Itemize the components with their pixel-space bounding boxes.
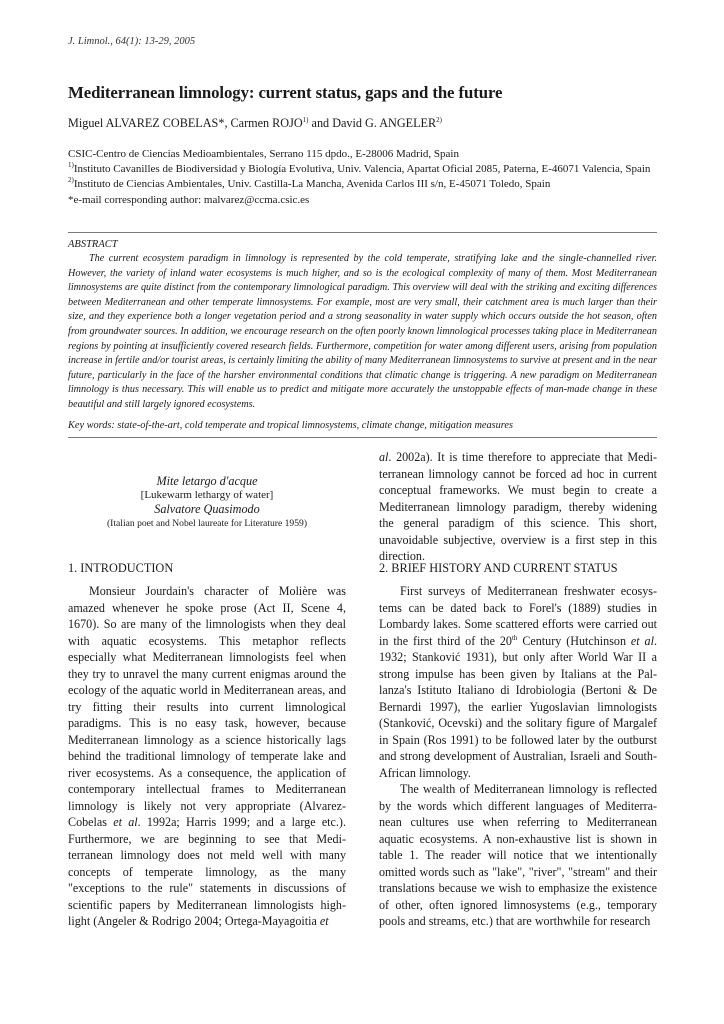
affiliation-marker: 2) xyxy=(68,176,74,185)
bottom-divider xyxy=(68,437,657,438)
text-run: Century (Hutchinson xyxy=(517,633,631,648)
history-paragraph xyxy=(379,583,657,781)
affiliation-marker: 1) xyxy=(302,116,309,124)
affiliations xyxy=(68,147,688,208)
epigraph-author: Salvatore Quasimodo xyxy=(154,502,260,516)
text-run-italic: et xyxy=(319,914,329,928)
author-name: Carmen ROJO xyxy=(230,116,303,130)
text-run: Monsieur Jourdain's character of Molière was amazed whenever he spoke prose (Act II, Scene 4, 1670). So are many of the limnologists when they deal with aquatic ecosystems. This metaphor reflects especially what Mediterranean limnologists feel when they try to unravel the many current enigmas around the ecology of the aquatic world in Mediterranean areas, and try fitting their results into current limnological paradigms. This is no easy task, however, because Mediterranean limnology as a science historically lags behind the traditional limnology of temperate lake and river ecosystems. As a consequence, the application of contemporary intellectual frames to Mediterranean limnology is likely not very appropriate (Alvarez-Cobelas xyxy=(68,584,346,829)
text-run-italic: et al xyxy=(113,815,138,829)
keywords: Key words: state-of-the-art, cold temperate and tropical limnosystems, climate change, mitigation measures xyxy=(68,420,513,431)
epigraph xyxy=(68,474,346,530)
section-heading-history: 2. BRIEF HISTORY AND CURRENT STATUS xyxy=(379,561,618,575)
superscript: th xyxy=(511,633,518,642)
article-title: Mediterranean limnology: current status, gaps and the future xyxy=(68,83,503,102)
abstract-text: The current ecosystem paradigm in limnology is represented by the cold temperate, stratifying lake and the single-channelled river. However, the variety of inland water ecosystems is much higher, and so is the ecological complexity of many of them. Most Mediterranean limnosystems are quite distinct from the contemporary limnological paradigm. This overview will deal with the striking and exciting differences between Mediterranean and other temperate limnosystems. For example, most are very small, their catchment area is much larger than their size, and they experience both a longer vegetation period and a strong seasonality in water supply which occurs outside the hot season, often from groundwater sources. In addition, we encourage research on the often poorly known limnological processes taking place in Mediterranean regions by pointing at insufficiently covered research fields. Furthermore, competition for water among different users, arising from population increase in fertile and/or tourist areas, is certainly limiting the ability of many Mediterranean limnosystems to survive at present and in the near future, particularly in the face of the harsher environmental conditions that climatic change is triggering. A new paradigm on Mediterranean limnology is thus necessary. This will enable us to predict and mitigate more accurately the unstoppable effects of man-made change in these beautiful and still largely ignored ecosystems. xyxy=(68,253,657,410)
column-right xyxy=(379,449,657,565)
separator: and xyxy=(308,116,333,130)
author-name: Miguel ALVAREZ COBELAS* xyxy=(68,116,225,130)
text-run: . 1992a; Harris 1999; and a large etc.). Furthermore, we are beginning to see that Medi-terranean limnology does not meld well with many concepts of temperate limnology, as the many "exceptions to the rule" statements in discussions of scientific papers by Mediterranean limnologists high-light (Angeler & Rodrigo 2004; Ortega-Mayagoitia xyxy=(68,815,346,928)
epigraph-quote: Mite letargo d'acque xyxy=(156,474,258,488)
affiliation-text: Instituto Cavanilles de Biodiversidad y Biología Evolutiva, Univ. Valencia, Apartat Oficial 2085, Paterna, E-46071 Valencia, Spain xyxy=(73,163,651,176)
email-text: *e-mail corresponding author: malvarez@ccma.csic.es xyxy=(68,193,310,206)
affiliation-text: Instituto de Ciencias Ambientales, Univ. Castilla-La Mancha, Avenida Carlos III s/n, E-45071 Toledo, Spain xyxy=(73,178,551,191)
text-run: . 1932; Stanković 1931), but only after World War II a strong impulse has been given by Italians at the Pal-lanza's Istituto Italiano di Idrobiologia (Bertoni & De Bernardi 1997), the earlier Yugoslavian limnologists (Stanković, Ocevski) and the solitary figure of Margalef in Spain (Ros 1991) to be followed later by the outburst and strong development of Australian, Israeli and South-African limnology. xyxy=(379,633,657,780)
epigraph-translation: [Lukewarm lethargy of water] xyxy=(140,488,274,501)
separator: , xyxy=(224,116,231,130)
text-run: . 2002a). It is time therefore to appreciate that Medi-terranean limnology cannot be forced ad hoc in current conceptual frameworks. We must begin to create a Mediterranean limnology paradigm, thereby widening the general paradigm of this science. This short, unavoidable subjective, overview is a first step in this direction. xyxy=(379,450,657,563)
affiliation-line xyxy=(68,177,688,192)
top-divider xyxy=(68,232,657,233)
corresponding-email xyxy=(68,193,688,208)
intro-paragraph-continued xyxy=(379,449,657,565)
affiliation-line xyxy=(68,147,688,162)
section-heading-introduction: 1. INTRODUCTION xyxy=(68,561,174,575)
intro-paragraph xyxy=(68,583,346,930)
text-run-italic: al xyxy=(379,450,389,464)
epigraph-note: (Italian poet and Nobel laureate for Literature 1959) xyxy=(106,517,308,529)
column-right-history xyxy=(379,583,657,930)
affiliation-marker: 1) xyxy=(68,161,74,170)
journal-citation: J. Limnol., 64(1): 13-29, 2005 xyxy=(68,36,196,47)
column-left xyxy=(68,583,346,930)
author-list xyxy=(68,116,442,131)
abstract-label: ABSTRACT xyxy=(68,239,118,250)
text-run-italic: et al xyxy=(630,633,654,648)
affiliation-marker: 2) xyxy=(436,116,442,124)
author-name: David G. ANGELER xyxy=(332,116,437,130)
text-run: First surveys of Mediterranean freshwater ecosys-tems can be dated back to Forel's (1889) studies in Lombardy lakes. Some scattered efforts were carried out in the first third of the 20 xyxy=(379,584,657,648)
affiliation-line xyxy=(68,162,688,177)
history-paragraph: The wealth of Mediterranean limnology is reflected by the words which different languages of Mediterra-nean cultures use when referring to Mediterranean aquatic ecosystems. A non-exhaustive list is shown in table 1. The reader will notice that we intentionally omitted words such as "lake", "river", "stream" and their translations because we wish to emphasize the existence of other, often ignored limnosystems (e.g., temporary pools and streams, etc.) that are worthwhile for research xyxy=(379,782,657,928)
affiliation-text: CSIC-Centro de Ciencias Medioambientales, Serrano 115 dpdo., E-28006 Madrid, Spain xyxy=(68,148,459,160)
